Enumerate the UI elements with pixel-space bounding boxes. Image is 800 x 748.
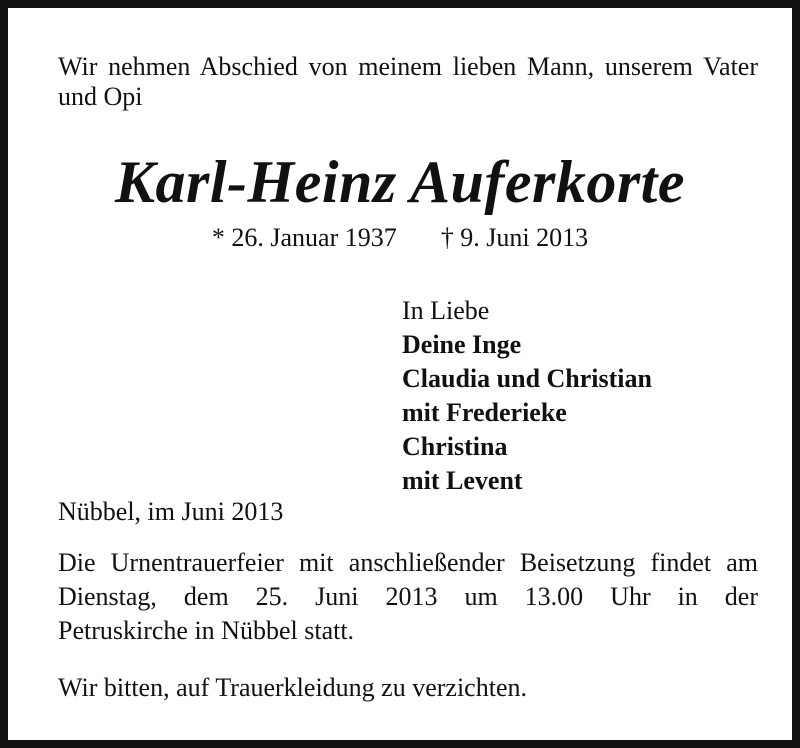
deceased-name: Karl-Heinz Auferkorte xyxy=(115,149,685,215)
intro-text: Wir nehmen Abschied von meinem lieben Mann, unserem Vater und Opi xyxy=(58,52,758,111)
place-and-date: Nübbel, im Juni 2013 xyxy=(58,497,284,526)
birth-date: * 26. Januar 1937 xyxy=(211,223,397,252)
service-line: Dienstag, dem 25. Juni 2013 um 13.00 Uhr in der xyxy=(58,582,758,611)
mourner-name: Deine Inge xyxy=(402,330,522,359)
signoff-block xyxy=(402,294,652,498)
service-line: Petruskirche in Nübbel statt. xyxy=(58,616,355,645)
life-dates xyxy=(8,222,792,254)
service-announcement xyxy=(58,546,758,648)
mourner-name: mit Levent xyxy=(402,466,523,495)
mourner-name: Christina xyxy=(402,432,508,461)
dress-code-request: Wir bitten, auf Trauerkleidung zu verzichten. xyxy=(58,673,527,702)
mourner-name: Claudia und Christian xyxy=(402,364,652,393)
death-date: † 9. Juni 2013 xyxy=(440,223,589,252)
service-line: Die Urnentrauerfeier mit anschließender Beisetzung findet am xyxy=(58,548,758,577)
signoff-heading: In Liebe xyxy=(402,296,490,325)
mourner-name: mit Frederieke xyxy=(402,398,567,427)
